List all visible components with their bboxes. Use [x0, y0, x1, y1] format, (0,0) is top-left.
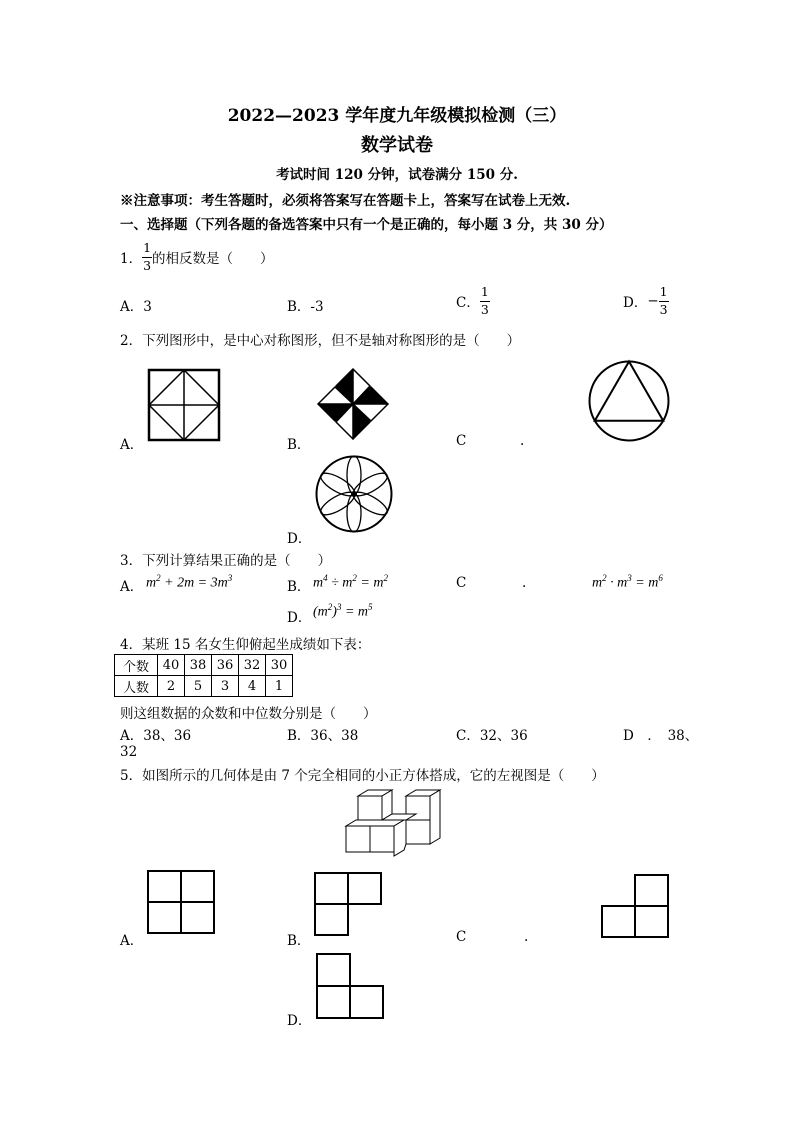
q1-number: 1． [120, 251, 143, 267]
q5-label-c: C [456, 929, 467, 945]
table-cell: 40 [158, 655, 185, 676]
q4-option-a: A．38、36 [120, 728, 192, 744]
q3-expr-c: $m^2 \cdot m^3 = m^6$ [592, 573, 663, 591]
q1-option-d-sign: − [647, 293, 659, 309]
q4-stem: 4．某班 15 名女生仰俯起坐成绩如下表： [120, 637, 371, 653]
cube-stack-icon [344, 788, 448, 858]
q3-label-a: A． [120, 579, 144, 595]
q1-stem [120, 242, 274, 272]
left-view-b-icon [314, 872, 382, 936]
q4-option-d: D ． 38、 [623, 728, 699, 744]
left-view-c-icon [601, 874, 669, 938]
q5-label-c-dot: . [524, 929, 529, 945]
q1-stem-suffix: 的相反数是（ ） [152, 251, 274, 267]
q5-label-a: A． [120, 933, 144, 949]
q1-c-num: 1 [480, 284, 489, 299]
section-heading: 一、选择题（下列各题的备选答案中只有一个是正确的，每小题 3 分，共 30 分） [120, 217, 613, 233]
square-grid-icon [148, 369, 220, 441]
q2-stem: 2．下列图形中，是中心对称图形，但不是轴对称图形的是（ ） [120, 333, 521, 349]
table-cell: 38 [185, 655, 212, 676]
q1-c-den: 3 [480, 301, 489, 317]
flower-circle-icon [315, 455, 393, 533]
table-row [115, 655, 293, 676]
q1-d-den: 3 [659, 301, 668, 317]
q3-stem: 3．下列计算结果正确的是（ ） [120, 553, 332, 569]
circle-triangle-icon [588, 360, 670, 442]
q1-option-c-label: C． [456, 295, 480, 311]
table-cell: 5 [185, 676, 212, 697]
q2-label-c-dot: . [520, 433, 525, 449]
q5-stem: 5．如图所示的几何体是由 7 个完全相同的小正方体搭成，它的左视图是（ ） [120, 768, 605, 784]
q1-option-d-label: D． [623, 295, 648, 311]
q1-d-num: 1 [659, 284, 668, 299]
left-view-a-icon [147, 870, 215, 934]
q2-label-b: B． [287, 437, 311, 453]
q3-label-c-dot: . [522, 575, 527, 591]
q4-table [114, 654, 293, 697]
exam-info: 考试时间 120 分钟，试卷满分 150 分. [276, 167, 518, 183]
q1-option-b: B．-3 [287, 299, 324, 315]
q3-expr-a: $m^2 + 2m = 3m^3$ [146, 573, 233, 591]
q3-label-b: B． [287, 579, 311, 595]
table-cell: 32 [239, 655, 266, 676]
q1-option-a: A．3 [120, 299, 152, 315]
table-cell: 人数 [115, 676, 158, 697]
q3-label-d: D． [287, 610, 312, 626]
exam-title: 2022—2023 学年度九年级模拟检测（三） [227, 106, 567, 126]
q4-option-c: C．32、36 [456, 728, 528, 744]
pinwheel-icon [316, 367, 390, 441]
q4-option-d-cont: 32 [120, 744, 138, 760]
q2-label-c: C [456, 433, 467, 449]
table-cell: 30 [266, 655, 293, 676]
q1-option-c [456, 286, 490, 316]
q1-option-d [623, 286, 669, 316]
table-cell: 2 [158, 676, 185, 697]
q1-frac-num: 1 [143, 240, 152, 255]
q2-label-d: D． [287, 531, 312, 547]
q3-expr-d: $(m^2)^3 = m^5$ [313, 602, 373, 620]
q1-fraction [142, 242, 152, 272]
q1-frac-den: 3 [143, 257, 152, 273]
q5-label-d: D． [287, 1013, 312, 1029]
table-row [115, 676, 293, 697]
table-cell: 36 [212, 655, 239, 676]
q5-label-b: B． [287, 933, 311, 949]
exam-subtitle: 数学试卷 [361, 135, 433, 156]
q3-expr-b: $m^4 \div m^2 = m^2$ [313, 573, 388, 591]
q4-question: 则这组数据的众数和中位数分别是（ ） [120, 706, 377, 722]
notice: ※注意事项：考生答题时，必须将答案写在答题卡上，答案写在试卷上无效. [120, 193, 571, 209]
table-cell: 1 [266, 676, 293, 697]
table-cell: 3 [212, 676, 239, 697]
table-cell: 个数 [115, 655, 158, 676]
q4-option-b: B．36、38 [287, 728, 359, 744]
q3-label-c: C [456, 575, 467, 591]
left-view-d-icon [316, 953, 384, 1019]
q2-label-a: A． [120, 437, 144, 453]
table-cell: 4 [239, 676, 266, 697]
